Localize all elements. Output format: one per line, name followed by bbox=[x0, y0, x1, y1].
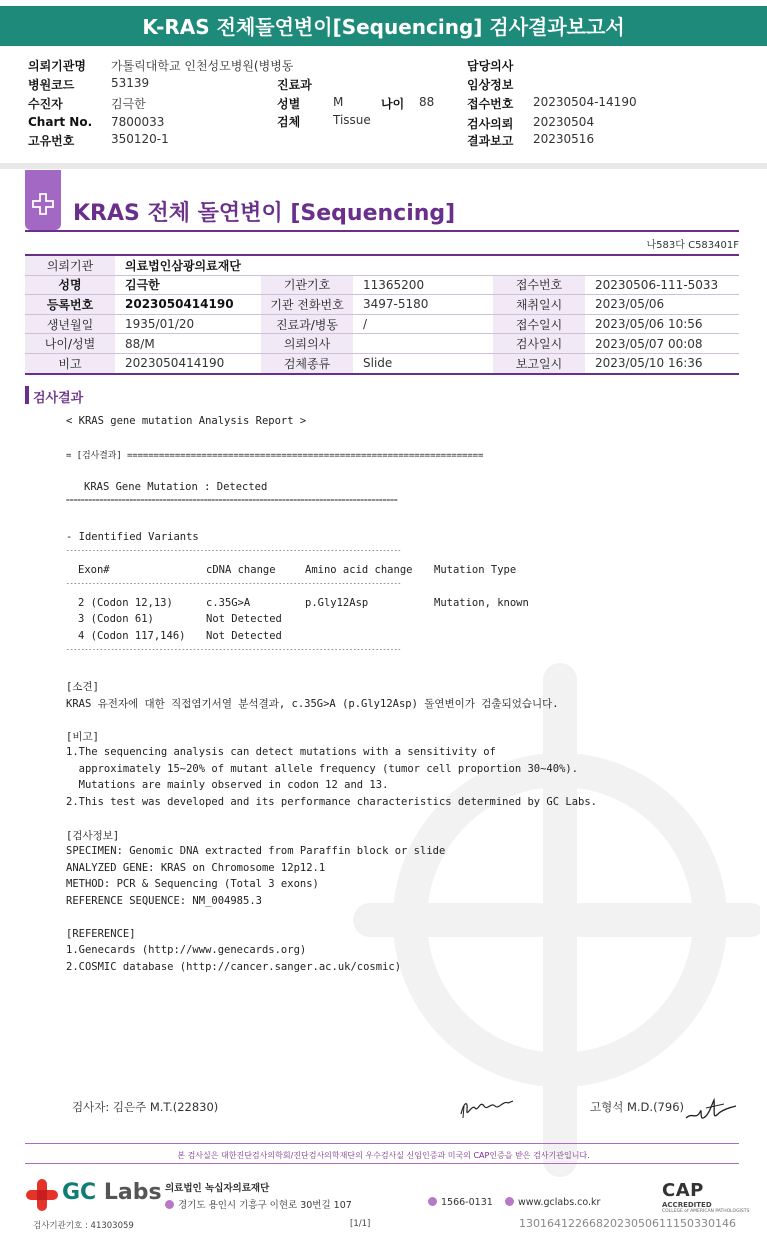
result-line: < KRAS gene mutation Analysis Report > bbox=[66, 415, 307, 427]
column-header: cDNA change bbox=[206, 564, 276, 576]
institution-code: 검사기관기호 : 41303059 bbox=[33, 1221, 134, 1231]
cell-label: 채취일시 bbox=[493, 295, 585, 315]
variant-exon: 2 (Codon 12,13) bbox=[78, 597, 173, 609]
title-underline bbox=[25, 230, 739, 232]
remarks-line: approximately 15~20% of mutant allele frequency (tumor cell proportion 30~40%). bbox=[66, 763, 579, 775]
remarks-heading: [비고] bbox=[66, 731, 99, 743]
table-row bbox=[25, 275, 739, 295]
cell-value: 1935/01/20 bbox=[115, 314, 261, 334]
report-code: 나583다 C583401F bbox=[646, 240, 739, 251]
cell-label: 접수일시 bbox=[493, 314, 585, 334]
column-header: Amino acid change bbox=[305, 564, 413, 576]
website bbox=[505, 1197, 600, 1208]
section-separator bbox=[0, 163, 767, 169]
variant-cdna: Not Detected bbox=[206, 613, 282, 625]
cell-label: 생년월일 bbox=[25, 314, 115, 334]
age-label: 나이 bbox=[381, 97, 405, 111]
variant-amino: p.Gly12Asp bbox=[305, 597, 369, 609]
reviewer-signature-icon bbox=[458, 1094, 516, 1122]
cell-value: 2023/05/10 16:36 bbox=[585, 353, 739, 373]
result-line: - Identified Variants bbox=[66, 531, 199, 543]
reference-line: 2.COSMIC database (http://cancer.sanger.ac.uk/cosmic) bbox=[66, 961, 402, 973]
gc-labs-logo bbox=[62, 1180, 162, 1205]
cell-label: 비고 bbox=[25, 353, 115, 373]
footer-divider bbox=[25, 1143, 739, 1144]
dept-label: 진료과 bbox=[277, 78, 312, 92]
uid-value: 350120-1 bbox=[111, 132, 169, 146]
cell-value: 김극한 bbox=[115, 275, 261, 295]
address bbox=[165, 1197, 352, 1211]
cap-accredited: ACCREDITED bbox=[662, 1201, 712, 1209]
gc-cross-logo-icon bbox=[25, 1178, 59, 1212]
cell-value: Slide bbox=[353, 353, 493, 373]
section-title: 검사결과 bbox=[33, 391, 84, 406]
result-line: ------------------------------------------------------------------------------------------ bbox=[66, 646, 402, 653]
cell-label: 기관기호 bbox=[261, 275, 353, 295]
cap-logo-text: CAP bbox=[662, 1180, 704, 1201]
cell-label: 의뢰의사 bbox=[261, 334, 353, 354]
result-value: 20230516 bbox=[533, 132, 595, 146]
variant-cdna: c.35G>A bbox=[206, 597, 251, 609]
remarks-line: 2.This test was developed and its performance characteristics determined by GC Labs. bbox=[66, 796, 598, 808]
third-signer-name: 고형석 M.D.(796) bbox=[590, 1100, 684, 1114]
column-header: Mutation Type bbox=[434, 564, 517, 576]
cell-value: 3497-5180 bbox=[353, 295, 493, 315]
patient-label: 수진자 bbox=[28, 97, 63, 111]
cap-org: COLLEGE of AMERICAN PATHOLOGISTS bbox=[662, 1209, 750, 1214]
gc-logo-part: GC bbox=[62, 1180, 97, 1205]
result-line: ========================================================================================= bbox=[66, 497, 398, 504]
info-line: METHOD: PCR & Sequencing (Total 3 exons) bbox=[66, 878, 319, 890]
column-header: Exon# bbox=[78, 564, 110, 576]
section-marker bbox=[25, 386, 29, 404]
table-row bbox=[25, 353, 739, 373]
globe-icon bbox=[505, 1197, 514, 1206]
barcode-number: 1301641226682023050611150330146 bbox=[519, 1217, 736, 1230]
third-signature-icon bbox=[684, 1094, 738, 1128]
cell-value: 88/M bbox=[115, 334, 261, 354]
medical-cross-icon bbox=[31, 192, 55, 216]
reference-line: 1.Genecards (http://www.genecards.org) bbox=[66, 944, 307, 956]
cell-value: 2023050414190 bbox=[115, 353, 261, 373]
address-text: 경기도 용인시 기흥구 이현로 30번길 107 bbox=[178, 1200, 352, 1211]
hcode-value: 53139 bbox=[111, 76, 150, 90]
sex-value: M bbox=[333, 95, 344, 109]
hcode-label: 병원코드 bbox=[28, 78, 75, 92]
inst-label: 의뢰기관명 bbox=[28, 59, 86, 73]
result-line: ------------------------------------------------------------------------------------------ bbox=[66, 547, 402, 554]
doctor-label: 담당의사 bbox=[467, 59, 514, 73]
cell-value: 11365200 bbox=[353, 275, 493, 295]
info-heading: [검사정보] bbox=[66, 830, 120, 842]
cell-label: 진료과/병동 bbox=[261, 314, 353, 334]
cell-label: 등록번호 bbox=[25, 295, 115, 315]
table-row bbox=[25, 314, 739, 334]
chart-value: 7800033 bbox=[111, 115, 165, 129]
mutation-status: KRAS Gene Mutation : Detected bbox=[84, 481, 268, 493]
report-badge bbox=[25, 170, 61, 230]
sex-label: 성별 bbox=[277, 97, 301, 111]
location-icon bbox=[165, 1200, 174, 1209]
opinion-heading: [소견] bbox=[66, 681, 99, 693]
chart-label: Chart No. bbox=[28, 115, 93, 129]
institution-name: 의료법인 녹십자의료재단 bbox=[165, 1183, 270, 1194]
accreditation-note: 본 검사실은 대한진단검사의학회/진단검사의학재단의 우수검사실 신임인증과 미국의 CAP인증을 받은 검사기관입니다. bbox=[177, 1151, 590, 1160]
patient-value: 김극한 bbox=[111, 97, 146, 111]
opinion-text: KRAS 유전자에 대한 직접염기서열 분석결과, c.35G>A (p.Gly12Asp) 돌연변이가 검출되었습니다. bbox=[66, 698, 559, 710]
cell-value: 2023/05/06 10:56 bbox=[585, 314, 739, 334]
recv-value: 20230504-14190 bbox=[533, 95, 637, 109]
cell-label: 보고일시 bbox=[493, 353, 585, 373]
cell-value: 의료법인삼광의료재단 bbox=[115, 255, 739, 275]
header-info bbox=[0, 0, 767, 160]
uid-label: 고유번호 bbox=[28, 134, 75, 148]
remarks-line: 1.The sequencing analysis can detect mutations with a sensitivity of bbox=[66, 746, 496, 758]
recv-label: 접수번호 bbox=[467, 97, 514, 111]
inst-value: 가톨릭대학교 인천성모병원(병병동 bbox=[111, 59, 294, 73]
table-row bbox=[25, 255, 739, 275]
remarks-line: Mutations are mainly observed in codon 12 and 13. bbox=[66, 779, 389, 791]
page-number: [1/1] bbox=[350, 1219, 371, 1229]
report-title: KRAS 전체 돌연변이 [Sequencing] bbox=[73, 201, 456, 226]
cell-value: 2023/05/06 bbox=[585, 295, 739, 315]
phone-icon bbox=[428, 1197, 437, 1206]
result-line: = [검사결과] =================================================================== bbox=[66, 451, 484, 461]
info-line: REFERENCE SEQUENCE: NM_004985.3 bbox=[66, 895, 262, 907]
specimen-value: Tissue bbox=[333, 113, 371, 127]
footer-divider bbox=[25, 1163, 739, 1164]
cell-label: 접수번호 bbox=[493, 275, 585, 295]
variant-type: Mutation, known bbox=[434, 597, 529, 609]
reference-heading: [REFERENCE] bbox=[66, 928, 136, 940]
website-link[interactable]: www.gclabs.co.kr bbox=[518, 1197, 601, 1208]
cell-value: / bbox=[353, 314, 493, 334]
result-label: 결과보고 bbox=[467, 134, 514, 148]
phone-text: 1566-0131 bbox=[441, 1197, 493, 1208]
cell-label: 기관 전화번호 bbox=[261, 295, 353, 315]
req-label: 검사의뢰 bbox=[467, 117, 514, 131]
cell-label: 검체종류 bbox=[261, 353, 353, 373]
cell-label: 나이/성별 bbox=[25, 334, 115, 354]
cell-value bbox=[353, 334, 493, 354]
cell-value: 2023/05/07 00:08 bbox=[585, 334, 739, 354]
cap-accreditation-logo bbox=[662, 1180, 749, 1214]
tester-name: 검사자: 김은주 M.T.(22830) bbox=[72, 1100, 219, 1114]
result-line: ------------------------------------------------------------------------------------------ bbox=[66, 580, 402, 587]
cell-label: 의뢰기관 bbox=[25, 255, 115, 275]
info-line: SPECIMEN: Genomic DNA extracted from Paraffin block or slide bbox=[66, 845, 446, 857]
variant-cdna: Not Detected bbox=[206, 630, 282, 642]
table-row bbox=[25, 295, 739, 315]
variant-exon: 3 (Codon 61) bbox=[78, 613, 154, 625]
report-banner-title: K-RAS 전체돌연변이[Sequencing] 검사결과보고서 bbox=[0, 6, 767, 46]
req-value: 20230504 bbox=[533, 115, 595, 129]
phone bbox=[428, 1197, 493, 1208]
patient-info-table bbox=[25, 254, 739, 375]
labs-logo-part: Labs bbox=[103, 1180, 162, 1205]
info-line: ANALYZED GENE: KRAS on Chromosome 12p12.1 bbox=[66, 862, 326, 874]
table-row bbox=[25, 334, 739, 354]
cell-value: 20230506-111-5033 bbox=[585, 275, 739, 295]
age-value: 88 bbox=[419, 95, 435, 109]
clinical-label: 임상정보 bbox=[467, 78, 514, 92]
specimen-label: 검체 bbox=[277, 115, 301, 129]
cell-label: 검사일시 bbox=[493, 334, 585, 354]
cell-value: 2023050414190 bbox=[115, 295, 261, 315]
cell-label: 성명 bbox=[25, 275, 115, 295]
variant-exon: 4 (Codon 117,146) bbox=[78, 630, 186, 642]
